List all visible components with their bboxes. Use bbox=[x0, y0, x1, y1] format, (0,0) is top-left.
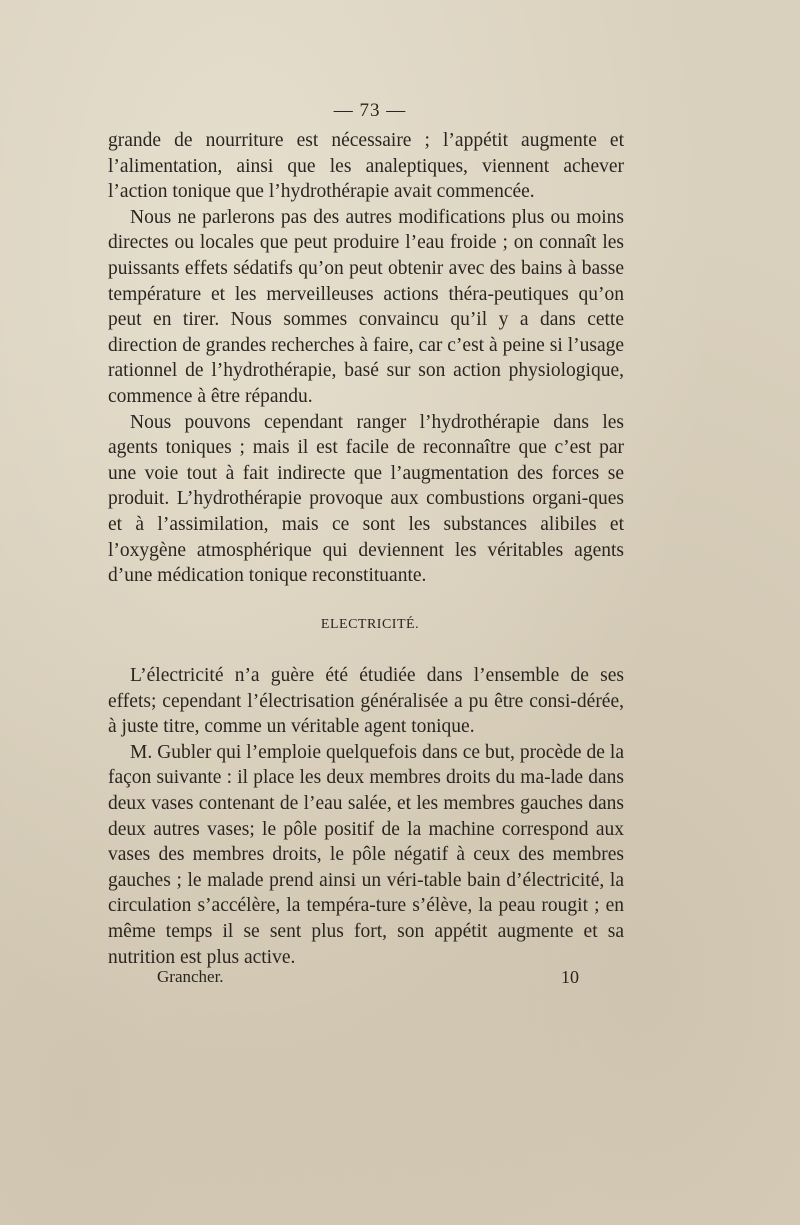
body-text-bottom bbox=[108, 663, 624, 970]
page-footer bbox=[0, 967, 800, 991]
footer-author: Grancher. bbox=[157, 967, 224, 986]
signature-mark: 10 bbox=[561, 967, 579, 987]
paragraph: M. Gubler qui l’emploie quelquefois dans ce but, procède de la façon suivante : il place les deux membres droits du ma-lade dans deux vases contenant de l’eau salée, et les membres gauches dans deux autres vases; le pôle positif de la machine correspond aux vases des membres droits, le pôle négatif à ceux des membres gauches ; le malade prend ainsi un véri-table bain d’électricité, la circulation s’accélère, la tempéra-ture s’élève, la peau rougit ; en même temps il se sent plus fort, son appétit augmente et sa nutrition est plus active. bbox=[108, 741, 624, 968]
page-number: — 73 — bbox=[333, 100, 407, 121]
section-heading: ELECTRICITÉ. bbox=[320, 617, 420, 632]
paragraph: Nous pouvons cependant ranger l’hydrothérapie dans les agents toniques ; mais il est facile de reconnaître que c’est par une voie tout à fait indirecte que l’augmentation des forces se produit. L’hydrothérapie provoque aux combustions organi-ques et à l’assimilation, mais ce sont les substances alibiles et l’oxygène atmosphérique qui deviennent les véritables agents d’une médication tonique reconstituante. bbox=[108, 411, 624, 587]
paragraph: L’électricité n’a guère été étudiée dans l’ensemble de ses effets; cependant l’électrisation généralisée a pu être consi-dérée, à juste titre, comme un véritable agent tonique. bbox=[108, 665, 624, 738]
paragraph: grande de nourriture est nécessaire ; l’appétit augmente et l’alimentation, ainsi que les analeptiques, viennent achever l’action tonique que l’hydrothérapie avait commencée. bbox=[108, 130, 624, 203]
paragraph: Nous ne parlerons pas des autres modifications plus ou moins directes ou locales que peut produire l’eau froide ; on connaît les puissants effets sédatifs qu’on peut obtenir avec des bains à basse température et les merveilleuses actions théra-peutiques qu’on peut en tirer. Nous sommes convaincu qu’il y a dans cette direction de grandes recherches à faire, car c’est à peine si l’usage rationnel de l’hydrothérapie, basé sur son action physiologique, commence à être répandu. bbox=[108, 206, 624, 407]
body-text-top bbox=[108, 128, 624, 589]
